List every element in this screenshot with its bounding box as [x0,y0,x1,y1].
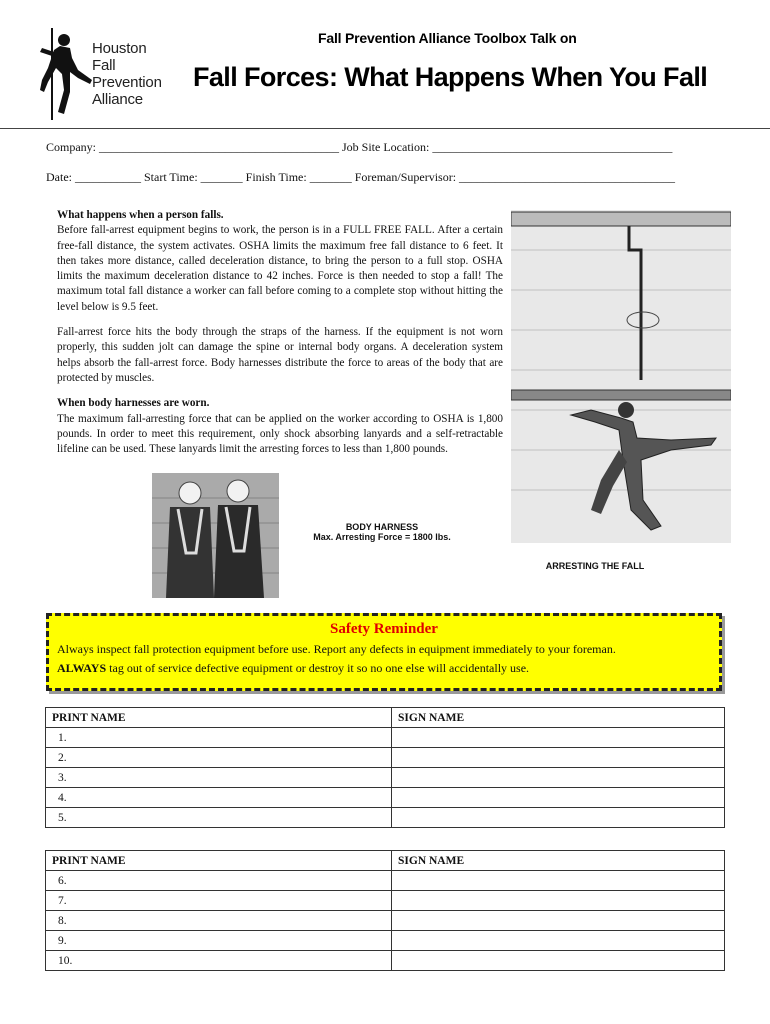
section-heading: What happens when a person falls. [57,209,224,221]
header-divider [0,128,770,129]
logo-line: Alliance [92,91,143,108]
print-name-cell[interactable]: 1. [46,728,392,748]
table-row [46,911,725,931]
reminder-emphasis: ALWAYS [57,661,107,675]
logo-line: Prevention [92,74,162,91]
arresting-fall-illustration [511,210,731,543]
print-name-header: PRINT NAME [46,708,392,728]
table-row [46,748,725,768]
header-kicker: Fall Prevention Alliance Toolbox Talk on [318,30,577,46]
logo-wordmark [92,40,162,108]
sign-name-header: SIGN NAME [392,851,725,871]
print-name-header: PRINT NAME [46,851,392,871]
sign-name-cell[interactable] [392,911,725,931]
table-row [46,728,725,748]
paragraph: The maximum fall-arresting force that can be applied on the worker according to OSHA is 1,800 pounds. In order to meet this requirement, only shock absorbing lanyards and a self-retractable lifeline can be used. These lanyards limit the arresting forces to less than 1,800 pounds. [57,412,503,456]
company-jobsite-line[interactable]: Company: ________________________________________ Job Site Location: ________________________________________ [46,140,673,154]
print-name-cell[interactable]: 5. [46,808,392,828]
print-name-cell[interactable]: 10. [46,951,392,971]
print-name-cell[interactable]: 3. [46,768,392,788]
sign-name-cell[interactable] [392,951,725,971]
article-body [57,208,503,467]
sign-name-header: SIGN NAME [392,708,725,728]
reminder-title: Safety Reminder [330,621,438,637]
sign-name-cell[interactable] [392,931,725,951]
safety-reminder-box [46,613,722,691]
reminder-line [57,661,529,676]
sign-name-cell[interactable] [392,891,725,911]
table-row [46,808,725,828]
sign-name-cell[interactable] [392,748,725,768]
arresting-caption: ARRESTING THE FALL [545,561,645,571]
sign-name-cell[interactable] [392,788,725,808]
logo-line: Houston [92,40,147,57]
body-harness-photo [152,473,279,598]
reminder-text: tag out of service defective equipment or destroy it so no one else will accidentally use. [106,661,530,675]
sign-name-cell[interactable] [392,871,725,891]
page-title: Fall Forces: What Happens When You Fall [193,62,708,92]
table-row [46,951,725,971]
table-row [46,871,725,891]
paragraph: Fall-arrest force hits the body through the straps of the harness. If the equipment is not worn properly, this sudden jolt can damage the spine or internal body organs. A deceleration system helps absorb the fall-arrest force. Body harnesses distribute the force to areas of the body that are protected by muscles. [57,326,503,384]
print-name-cell[interactable]: 9. [46,931,392,951]
harness-caption [292,522,472,542]
print-name-cell[interactable]: 7. [46,891,392,911]
paragraph: Before fall-arrest equipment begins to work, the person is in a FULL FREE FALL. After a certain free-fall distance, the system activates. OSHA limits the maximum free fall distance to 6 feet. It then takes more distance, called deceleration distance, to bring the person to a full stop. OSHA limits the maximum deceleration distance to 42 inches. Force is then needed to stop a fall! The maximum total fall distance a worker can fall before coming to a complete stop without hitting the level below is 9.5 feet. [57,224,503,313]
signature-table-1 [45,707,725,828]
print-name-cell[interactable]: 6. [46,871,392,891]
table-row [46,891,725,911]
sign-name-cell[interactable] [392,728,725,748]
table-row [46,768,725,788]
caption-line: BODY HARNESS [345,522,419,532]
table-row [46,931,725,951]
sign-name-cell[interactable] [392,768,725,788]
print-name-cell[interactable]: 4. [46,788,392,808]
logo-line: Fall [92,57,116,74]
section-heading: When body harnesses are worn. [57,397,210,410]
reminder-line: Always inspect fall protection equipment before use. Report any defects in equipment immediately to your foreman. [57,642,616,656]
sign-name-cell[interactable] [392,808,725,828]
print-name-cell[interactable]: 8. [46,911,392,931]
caption-line: Max. Arresting Force = 1800 lbs. [313,532,451,542]
date-time-foreman-line[interactable]: Date: ___________ Start Time: _______ Finish Time: _______ Foreman/Supervisor: ____________________________________ [46,170,676,184]
signature-table-2 [45,850,725,971]
print-name-cell[interactable]: 2. [46,748,392,768]
table-row [46,788,725,808]
